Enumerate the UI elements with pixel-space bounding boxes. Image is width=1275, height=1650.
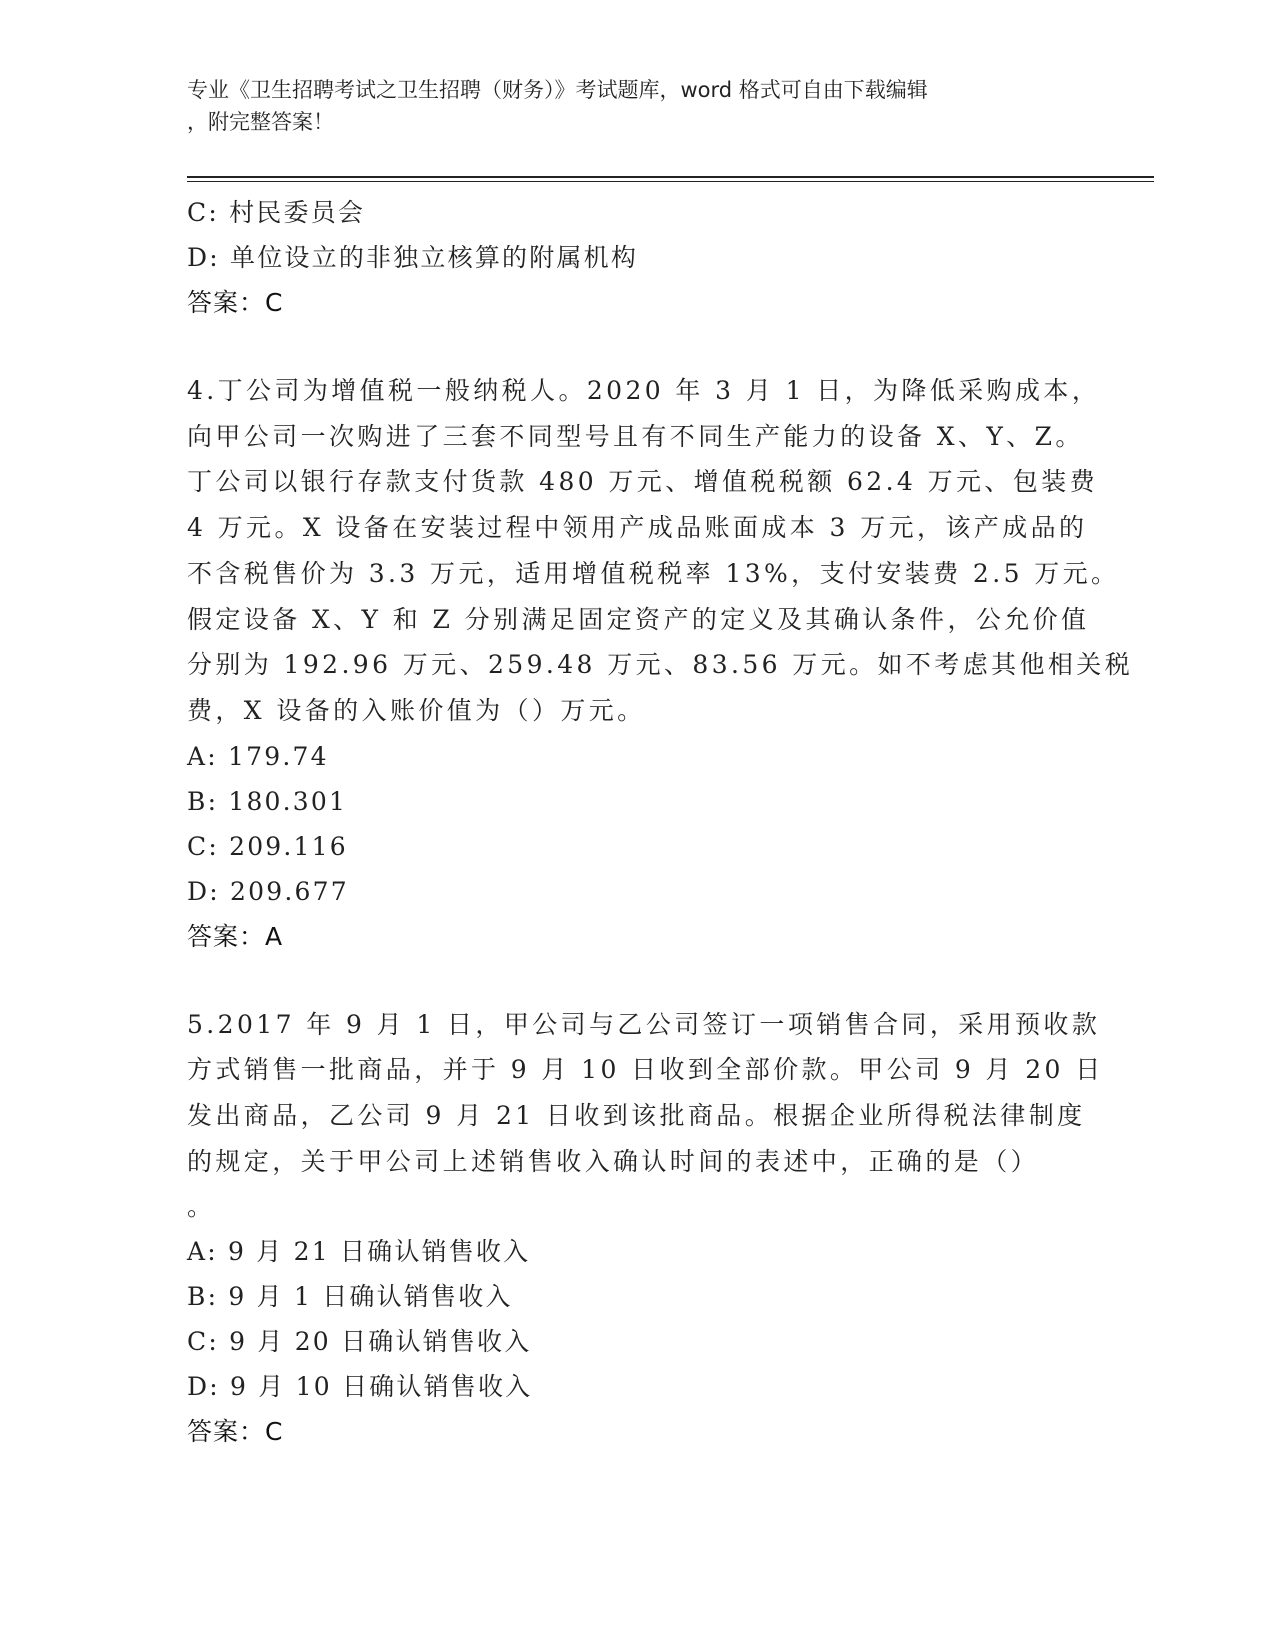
option-d: D: 单位设立的非独立核算的附属机构 [187,243,639,272]
answer: 答案：A [187,921,284,951]
question-text-line: 4.丁公司为增值税一般纳税人。2020 年 3 月 1 日，为降低采购成本， [187,376,1101,405]
previous-question-tail [187,190,1087,325]
question-text-line: 假定设备 X、Y 和 Z 分别满足固定资产的定义及其确认条件，公允价值 [187,604,1090,634]
document-header [187,74,1067,138]
option-c: C: 9 月 20 日确认销售收入 [187,1327,532,1357]
question-text-line: 丁公司以银行存款支付货款 480 万元、增值税税额 62.4 万元、包装费 [187,467,1098,497]
answer: 答案：C [187,1417,284,1447]
option-b: B: 9 月 1 日确认销售收入 [187,1282,513,1312]
spacer [187,325,1087,368]
spacer [187,959,1087,1002]
header-rule-thin [187,181,1154,182]
question-5 [187,1002,1104,1455]
question-text-line: 分别为 192.96 万元、259.48 万元、83.56 万元。如不考虑其他相关税 [187,650,1134,680]
question-text-line: 方式销售一批商品，并于 9 月 10 日收到全部价款。甲公司 9 月 20 日 [187,1055,1104,1085]
option-b: B: 180.301 [187,786,348,816]
option-a: A: 9 月 21 日确认销售收入 [187,1237,531,1267]
header-line-2: ，附完整答案！ [187,110,334,134]
option-d: D: 209.677 [187,876,349,906]
question-text-line: 。 [187,1192,213,1222]
question-text-line: 发出商品，乙公司 9 月 21 日收到该批商品。根据企业所得税法律制度 [187,1101,1086,1131]
question-text-line: 5.2017 年 9 月 1 日，甲公司与乙公司签订一项销售合同，采用预收款 [187,1009,1101,1039]
question-4 [187,368,1134,959]
option-c: C: 村民委员会 [187,198,366,227]
question-text-line: 费，X 设备的入账价值为（）万元。 [187,695,646,725]
question-text-line: 4 万元。X 设备在安装过程中领用产成品账面成本 3 万元，该产成品的 [187,513,1088,543]
option-c: C: 209.116 [187,831,348,861]
header-line-1: 专业《卫生招聘考试之卫生招聘（财务）》考试题库，word 格式可自由下载编辑 [187,78,928,102]
question-text-line: 不含税售价为 3.3 万元，适用增值税税率 13%，支付安装费 2.5 万元。 [187,558,1120,588]
question-text-line: 向甲公司一次购进了三套不同型号且有不同生产能力的设备 X、Y、Z。 [187,421,1084,451]
option-d: D: 9 月 10 日确认销售收入 [187,1372,533,1402]
question-text-line: 的规定，关于甲公司上述销售收入确认时间的表述中，正确的是（） [187,1146,1040,1176]
header-rule-thick [187,176,1154,178]
document-body [187,190,1134,1454]
option-a: A: 179.74 [187,741,329,771]
answer: 答案：C [187,288,284,317]
